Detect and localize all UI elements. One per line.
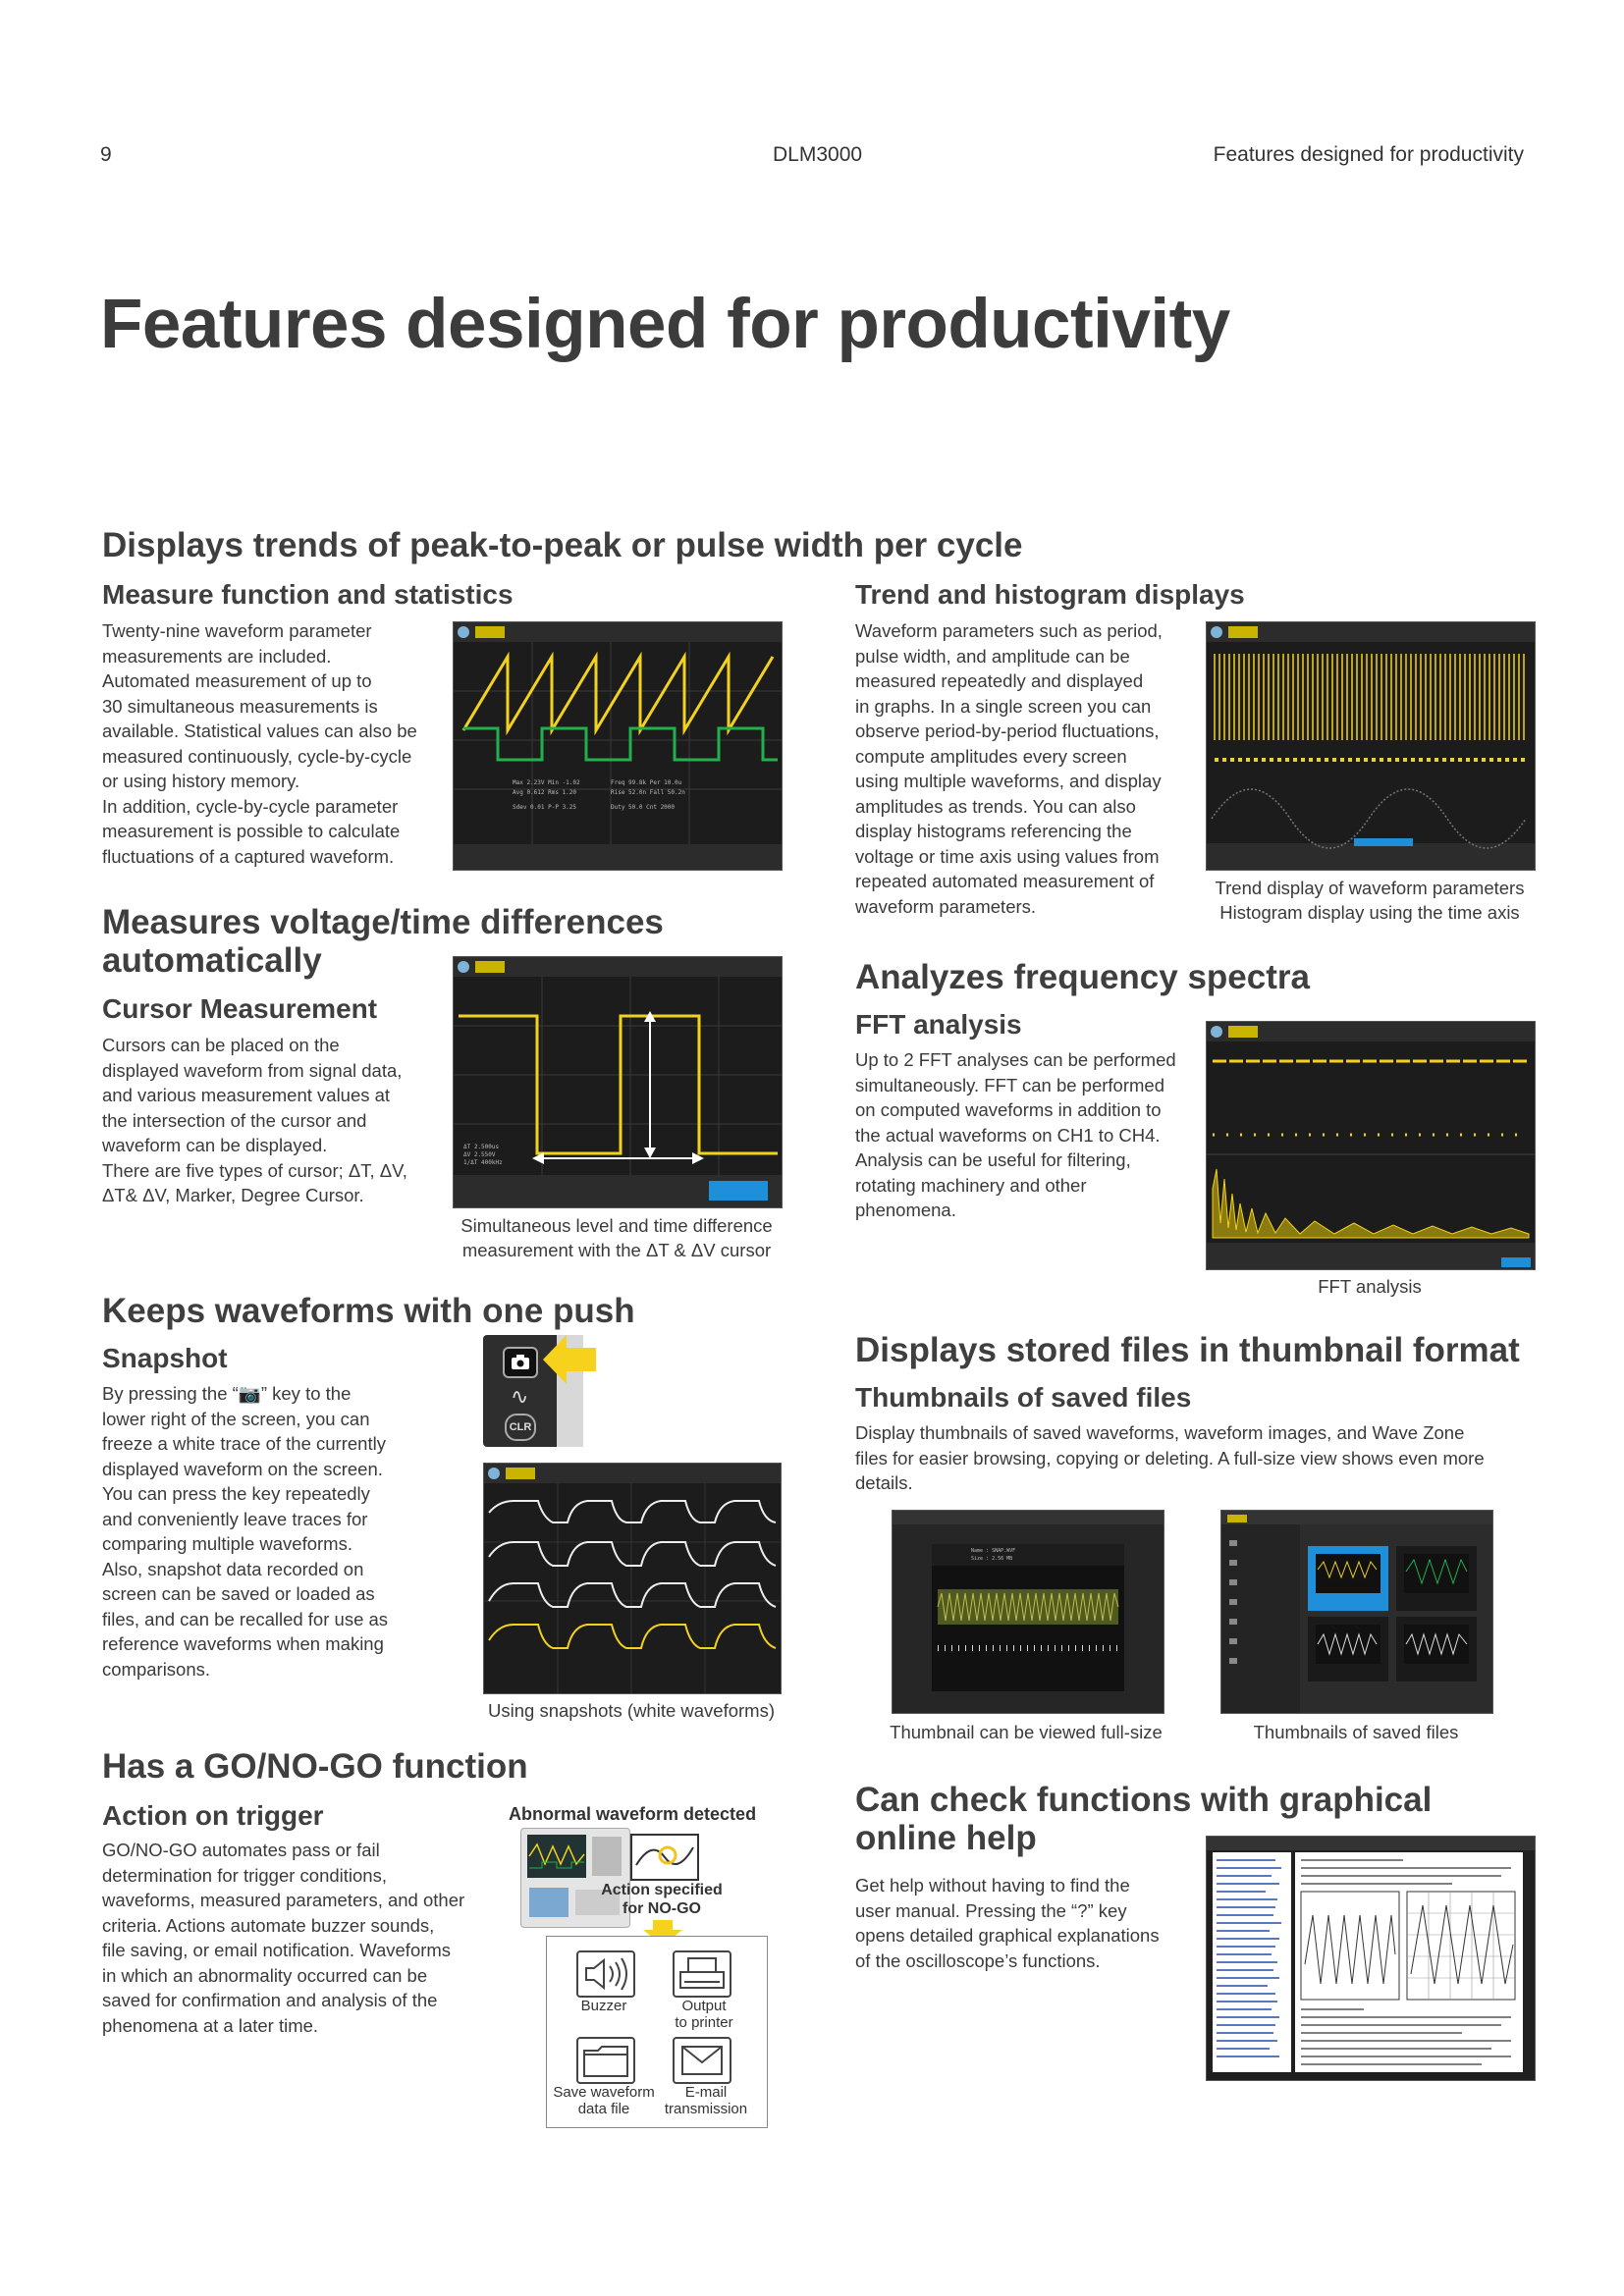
buzzer-icon — [576, 1950, 635, 1998]
section-heading-help: Can check functions with graphical online help — [855, 1781, 1433, 1857]
subheading-thumbnails: Thumbnails of saved files — [855, 1382, 1192, 1413]
cursor-text: Cursors can be placed on the displayed waveform from signal data, and various measurement values at the intersection of the cursor and waveform can be displayed. There are five types of cursor; ΔT, ΔV, ΔT& ΔV, Marker, Degree Cursor. — [102, 1035, 407, 1205]
saved-thumbnails-screenshot — [1220, 1510, 1493, 1714]
online-help-screenshot — [1206, 1836, 1536, 2081]
printer-label: Output to printer — [675, 1998, 733, 2031]
svg-text:Duty 50.0 Cnt 2000: Duty 50.0 Cnt 2000 — [611, 804, 676, 811]
email-icon — [673, 2037, 731, 2084]
fft-caption: FFT analysis — [1318, 1276, 1422, 1297]
fft-text: Up to 2 FFT analyses can be performed simultaneously. FFT can be performed on computed waveforms in addition to the actual waveforms on CH1 to CH4. Analysis can be useful for filtering, rotating machinery and other phenomena. — [855, 1049, 1176, 1220]
abnormal-waveform-icon — [630, 1834, 699, 1881]
svg-text:Rise 52.0n Fall 50.2n: Rise 52.0n Fall 50.2n — [611, 789, 685, 796]
snapshot-caption: Using snapshots (white waveforms) — [488, 1700, 775, 1721]
fft-screenshot — [1206, 1021, 1536, 1270]
action-specified-label: Action specified for NO-GO — [601, 1882, 723, 1917]
fullsize-caption: Thumbnail can be viewed full-size — [890, 1722, 1163, 1742]
section-heading-gonogo: Has a GO/NO-GO function — [102, 1747, 528, 1786]
svg-text:Freq 99.8k Per 10.0u: Freq 99.8k Per 10.0u — [611, 779, 682, 786]
page-number: 9 — [100, 143, 112, 166]
camera-key-icon[interactable] — [503, 1347, 538, 1378]
section-heading-thumbnails: Displays stored files in thumbnail format — [855, 1331, 1520, 1369]
snapshot-text: By pressing the “📷” key to the lower right of the screen, you can freeze a white trace of the currently displayed waveform on the screen. You can press the key repeatedly and conveniently leave traces for comparing multiple waveforms. Also, snapshot data recorded on screen can be saved or loaded as files, and can be recalled for use as reference waveforms when making comparisons. — [102, 1383, 389, 1680]
clr-key[interactable]: CLR — [505, 1414, 536, 1441]
snapshot-screenshot — [483, 1463, 782, 1694]
printer-icon — [673, 1950, 731, 1998]
thumbnails-text: Display thumbnails of saved waveforms, waveform images, and Wave Zone files for easier browsing, copying or deleting. A full-size view shows even more details. — [855, 1422, 1485, 1493]
email-label: E-mail transmission — [664, 2084, 748, 2117]
svg-text:Name : SNAP.WVF: Name : SNAP.WVF — [971, 1548, 1016, 1554]
trend-screenshot — [1206, 621, 1536, 871]
header-product: DLM3000 — [773, 143, 863, 166]
measure-text: Twenty-nine waveform parameter measurements are included. Automated measurement of up to 30 simultaneous measurements is available. Statistical values can also be measured continuously, cycle-by-cycle or using history memory. In addition, cycle-by-cycle parameter measurement is possible to calculate fluctuations of a captured waveform. — [102, 620, 417, 867]
save-label: Save waveform data file — [553, 2084, 655, 2117]
gonogo-text: GO/NO-GO automates pass or fail determination for trigger conditions, waveforms, measured parameters, and other criteria. Actions automate buzzer sounds, file saving, or email notification. Waveforms in which an abnormality occurred can be saved for confirmation and analysis of the phenomena at a later time. — [102, 1840, 465, 2036]
subheading-measure: Measure function and statistics — [102, 579, 514, 610]
yellow-arrow-icon — [543, 1335, 596, 1389]
help-text: Get help without having to find the user manual. Pressing the “?” key opens detailed graphical explanations of the oscilloscope’s functions. — [855, 1875, 1160, 1971]
wave-key-icon: ∿ — [511, 1384, 529, 1409]
fullsize-thumbnail-screenshot — [892, 1510, 1164, 1714]
cursor-screenshot — [453, 956, 783, 1208]
measure-screenshot — [453, 621, 783, 871]
section-heading-cursor: Measures voltage/time differences automatically — [102, 903, 664, 980]
cursor-caption: Simultaneous level and time difference measurement with the ΔT & ΔV cursor — [460, 1215, 773, 1260]
section-heading-fft: Analyzes frequency spectra — [855, 958, 1310, 996]
trend-caption: Trend display of waveform parameters Histogram display using the time axis — [1215, 878, 1525, 923]
svg-text:ΔV 2.550V: ΔV 2.550V — [463, 1151, 496, 1158]
buzzer-label: Buzzer — [580, 1998, 627, 2014]
trend-text: Waveform parameters such as period, pulse width, and amplitude can be measured repeatedly and displayed in graphs. In a single screen you can observe period-by-period fluctuations, compute amplitudes every screen using multiple waveforms, and display amplitudes as trends. You can also display histograms referencing the voltage or time axis using values from repeated automated measurement of waveform parameters. — [855, 620, 1163, 917]
folder-icon — [576, 2037, 635, 2084]
header-section: Features designed for productivity — [1213, 143, 1524, 166]
svg-text:1/ΔT 400kHz: 1/ΔT 400kHz — [463, 1159, 503, 1166]
action-box — [546, 1936, 768, 2128]
section-heading-snapshot: Keeps waveforms with one push — [102, 1292, 635, 1330]
saved-caption: Thumbnails of saved files — [1253, 1722, 1459, 1742]
page-title: Features designed for productivity — [100, 286, 1230, 363]
subheading-action: Action on trigger — [102, 1800, 324, 1831]
svg-text:Size : 2.56 MB: Size : 2.56 MB — [971, 1556, 1013, 1562]
subheading-fft: FFT analysis — [855, 1009, 1022, 1040]
abnormal-label: Abnormal waveform detected — [509, 1804, 757, 1824]
subheading-cursor: Cursor Measurement — [102, 993, 378, 1024]
subheading-snapshot: Snapshot — [102, 1343, 228, 1373]
svg-text:Max 2.23V Min -1.02: Max 2.23V Min -1.02 — [513, 779, 580, 786]
svg-text:Avg 0.612 Rms 1.20: Avg 0.612 Rms 1.20 — [513, 789, 577, 796]
svg-text:ΔT 2.500us: ΔT 2.500us — [463, 1144, 500, 1150]
section-heading-trends: Displays trends of peak-to-peak or pulse width per cycle — [102, 526, 1023, 564]
svg-text:Sdev 0.01 P-P 3.25: Sdev 0.01 P-P 3.25 — [513, 804, 577, 811]
subheading-trend: Trend and histogram displays — [855, 579, 1245, 610]
